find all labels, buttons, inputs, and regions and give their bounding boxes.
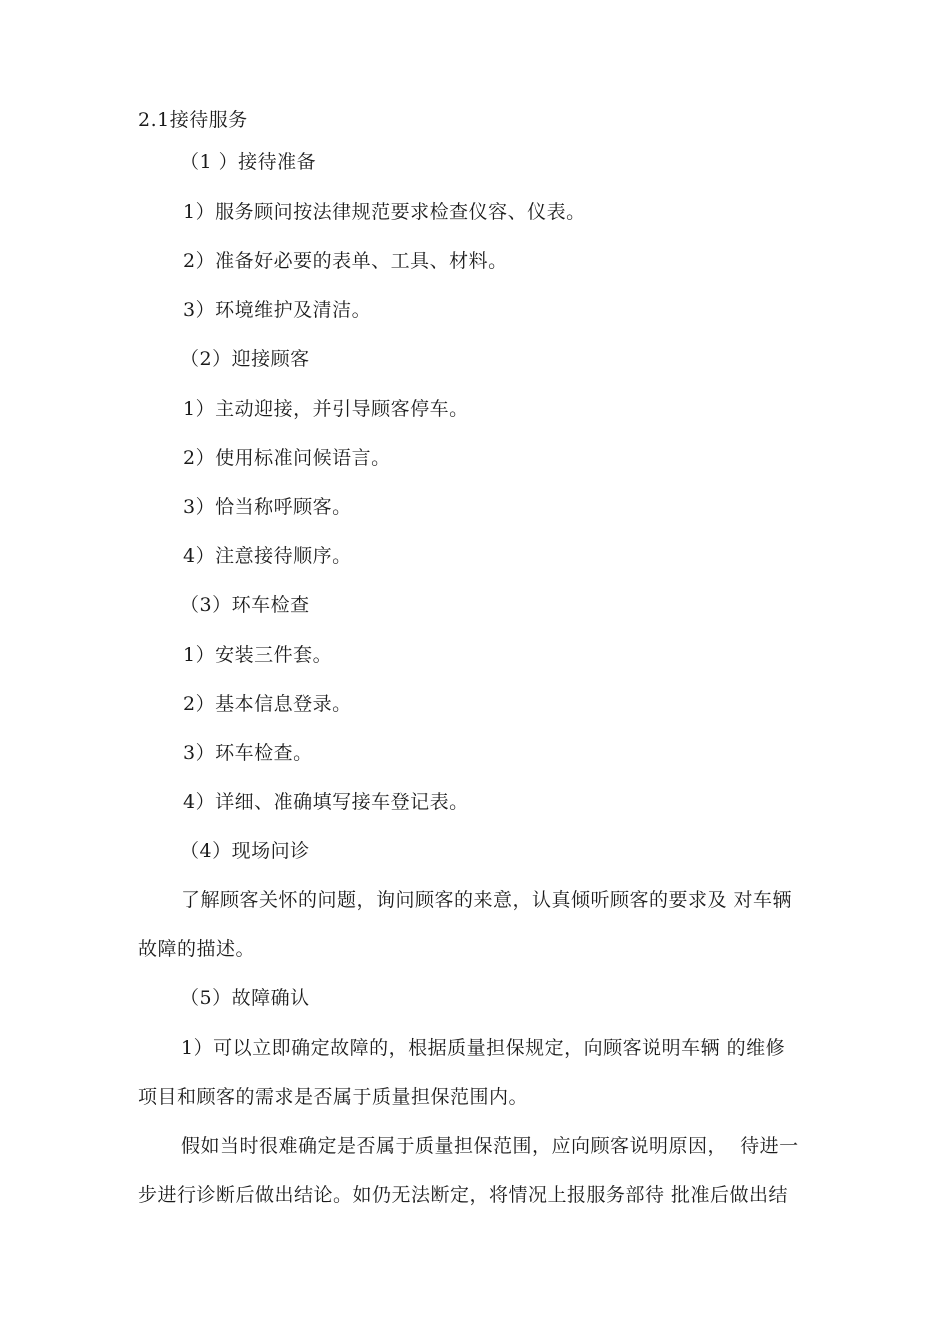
list-item: 1）安装三件套。: [183, 644, 333, 666]
paragraph-inquiry-line2: 故障的描述。: [138, 938, 256, 960]
list-item: 2）准备好必要的表单、工具、材料。: [183, 250, 508, 272]
paragraph-inquiry-line1: 了解顾客关怀的问题，询问顾客的来意，认真倾听顾客的要求及 对车辆: [181, 889, 793, 911]
list-item: 4）详细、准确填写接车登记表。: [183, 791, 469, 813]
list-item: 3）环境维护及清洁。: [183, 299, 372, 321]
heading-greet-customer: （2）迎接顾客: [180, 348, 310, 370]
heading-vehicle-inspection: （3）环车检查: [180, 594, 310, 616]
list-item: 2）基本信息登录。: [183, 693, 352, 715]
list-item: 1）服务顾问按法律规范要求检查仪容、仪表。: [183, 201, 586, 223]
paragraph-confirm-line2: 项目和顾客的需求是否属于质量担保范围内。: [138, 1086, 529, 1108]
list-item: 2）使用标准问候语言。: [183, 447, 391, 469]
list-item: 3）环车检查。: [183, 742, 313, 764]
paragraph-uncertain-line1: 假如当时很难确定是否属于质量担保范围，应向顾客说明原因， 待进一: [181, 1135, 799, 1157]
heading-fault-confirm: （5）故障确认: [180, 987, 310, 1009]
list-item: 3）恰当称呼顾客。: [183, 496, 352, 518]
paragraph-uncertain-line2: 步进行诊断后做出结论。如仍无法断定，将情况上报服务部待 批准后做出结: [138, 1184, 789, 1206]
heading-onsite-inquiry: （4）现场问诊: [180, 840, 310, 862]
list-item: 1）主动迎接，并引导顾客停车。: [183, 398, 469, 420]
section-title: 2.1接待服务: [138, 109, 248, 131]
heading-reception-prep: （1 ）接待准备: [180, 151, 317, 173]
list-item: 4）注意接待顺序。: [183, 545, 352, 567]
paragraph-confirm-line1: 1）可以立即确定故障的，根据质量担保规定，向顾客说明车辆 的维修: [181, 1037, 786, 1059]
